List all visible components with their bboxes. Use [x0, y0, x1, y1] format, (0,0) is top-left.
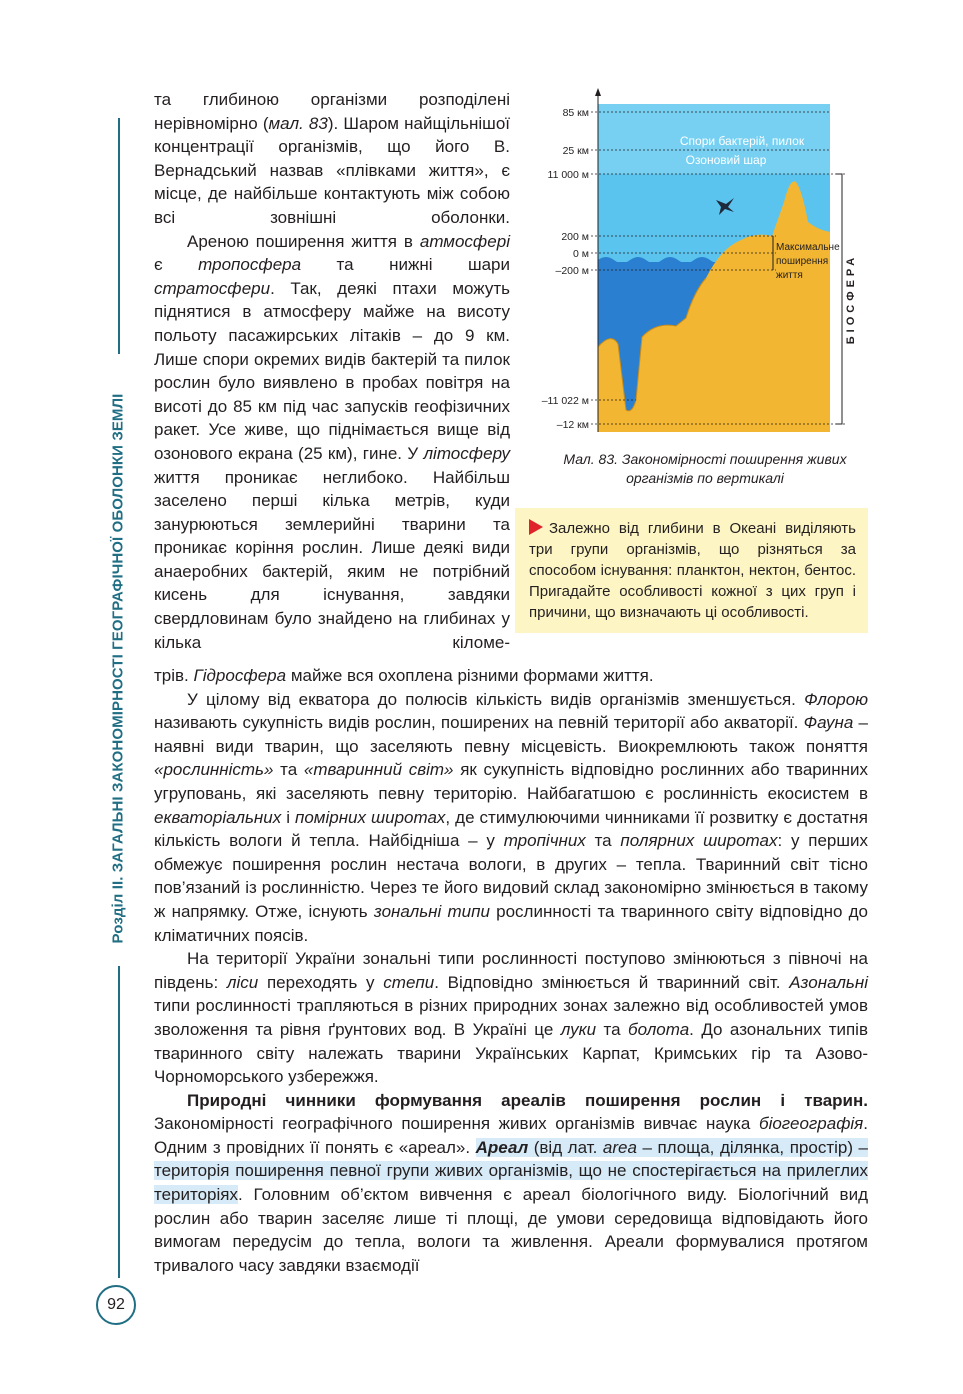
text-span: типи рослинності трапляються в різних природних зонах залежно від особливостей умов зволоження та рівня ґрунтових вод. В Україні це — [154, 996, 868, 1039]
term: тропічних — [503, 831, 586, 851]
paragraph-3 — [154, 688, 868, 948]
text-span: . Одним з провідних її понять є «ареал». — [154, 1114, 868, 1157]
sidebar-rule-bottom — [118, 966, 120, 1278]
text-span: майже вся охоплена різними формами життя. — [286, 666, 654, 685]
text-span: називають сукупність видів рослин, поширених на певній території або акваторії. — [154, 713, 804, 733]
label-spores: Спори бактерій, пилок — [679, 134, 805, 148]
label-max-1: Максимальне — [776, 242, 840, 253]
paragraph-1 — [154, 88, 510, 230]
term: зональні типи — [373, 901, 490, 921]
term: луки — [560, 1019, 597, 1039]
question-box — [515, 508, 868, 633]
text-span: життя проникає неглибоко. Найбільш заселено перші кілька метрів, куди занурюються землерийні тварини та проникає коріння рослин. Лише деякі види анаеробних бактерій, яким не потрібний кисень для існування, завдяки свердловинам було знайдено на глибинах у кілька кіломе- — [154, 467, 510, 652]
term: «рослинність» — [154, 760, 274, 780]
main-text — [154, 664, 868, 1277]
label-ozone: Озоновий шар — [685, 153, 767, 167]
paragraph-4 — [154, 947, 868, 1089]
label-85km: 85 км — [562, 107, 589, 119]
axis-arrow-icon — [595, 88, 601, 96]
label-25km: 25 км — [562, 145, 589, 157]
label-0m: 0 м — [573, 248, 589, 260]
label-max-3: життя — [776, 270, 803, 281]
text-span: – наявні види тварин, що заселяють певну місцевість. Виокремлюють також поняття — [154, 713, 869, 756]
label-11000m: 11 000 м — [547, 169, 589, 181]
page-number: 92 — [96, 1285, 136, 1325]
label-minus-12km: –12 км — [556, 419, 589, 431]
text-span: та — [273, 760, 304, 780]
text-span: рослинності та тваринного світу відповідно до кліматичних поясів. — [154, 901, 868, 945]
text-span: (від лат. — [528, 1137, 603, 1157]
text-span: Ареною поширення життя в — [187, 231, 420, 251]
term: степи — [383, 972, 435, 992]
label-max-2: поширення — [776, 256, 829, 267]
label-minus-200m: –200 м — [555, 265, 589, 277]
term: помірних широтах — [295, 807, 446, 827]
text-span: . До азональних типів тваринного світу належать тварини Українських Карпат, Кримських гір та Азово-Чорноморського узбережжя. — [154, 1019, 868, 1087]
term: біогеографія — [759, 1114, 864, 1134]
text-span: Закономірності географічного поширення живих організмів вивчає наука — [154, 1114, 760, 1134]
arrow-icon — [529, 519, 543, 535]
sidebar-rule-top — [118, 118, 120, 354]
text-span: . Головним об’єктом вивчення є ареал біологічного виду. Біологічний вид рослин або тварин заселяє лише ті площі, де умови середовища відповідають його вимогам передусім до тепла, вологи та живлення. Ареали формувалися протягом тривалого часу завдяки взаємодії — [154, 1185, 868, 1275]
text-span: та глибиною організми розподілені нерівномірно ( — [154, 90, 510, 133]
label-minus-11022m: –11 022 м — [541, 395, 589, 407]
text-span: – площа, ділянка, простір) – територія поширення певної групи живих організмів, що не спостерігається на прилеглих територіях — [154, 1137, 869, 1205]
figure-83 — [536, 82, 866, 442]
label-biosphere: БІОСФЕРА — [845, 253, 857, 345]
text-span: На території України зональні типи рослинності поступово змінюються з півночі на південь: — [154, 949, 868, 992]
label-200m: 200 м — [561, 231, 589, 243]
term: полярних широтах — [620, 831, 778, 851]
term: ліси — [226, 972, 259, 992]
paragraph-5 — [154, 1089, 868, 1278]
biosphere-bracket — [836, 174, 842, 424]
text-span: . Так, деякі птахи можуть піднятися в атмосферу майже на висоту польоту пасажирських літаків – до 9 км. Лише спори окремих видів бактерій та пилок рослин було виявлено в пробах повітря на висоті до 85 км під час запусків геофізичних ракет. Усе живе, що піднімається вище від озонового екрана (25 км), гине. У — [154, 278, 510, 463]
text-span: У цілому від екватора до полюсів кількість видів організмів зменшується. — [187, 689, 805, 709]
text-span: і — [281, 807, 295, 827]
text-span: як сукупність відповідно рослинних або тваринних угруповань, які заселяють певну територію. Найбагатшою є рослинність екосистем в — [154, 760, 869, 803]
text-span: та нижні шари — [301, 255, 510, 275]
term-latin: area — [602, 1137, 637, 1157]
term: екваторіальних — [154, 807, 282, 827]
text-span: трів. — [154, 666, 194, 685]
term: тропосфера — [198, 255, 302, 275]
term: Флорою — [804, 689, 868, 709]
text-span: : у перших обмежує поширення рослин нестача вологи, в других – тепла. Тваринний світ тісно пов’язаний із рослинністю. Через те його видовий склад закономірно змінюється в такому ж напрямку. Отже, існують — [154, 831, 868, 921]
figure-reference: мал. 83 — [268, 113, 328, 133]
term: атмосфері — [419, 231, 510, 251]
term: Гідросфера — [193, 666, 287, 685]
section-heading: Природні чинники формування ареалів поширення рослин і тварин. — [187, 1090, 868, 1110]
text-span: переходять у — [258, 972, 384, 992]
biosphere-diagram — [536, 82, 866, 442]
text-span: та — [596, 1019, 629, 1039]
term: болота — [628, 1019, 690, 1039]
section-title: Розділ ІІ. ЗАГАЛЬНІ ЗАКОНОМІРНОСТІ ГЕОГРАФІЧНОЇ ОБОЛОНКИ ЗЕМЛІ — [109, 393, 127, 944]
figure-caption: Мал. 83. Закономірності поширення живих організмів по вертикалі — [563, 451, 847, 486]
question-text: Залежно від глибини в Океані виділяють три групи організмів, що різняться за способом існування: планктон, нектон, бентос. Пригадайте особливості кожної з цих груп і причини, що визначають ці особливості. — [529, 520, 856, 621]
text-span: ). Шаром найщільнішої концентрації організмів, що його В. Вернадський назвав «плівками життя», є місце, де найбільше контактують між собою всі зовнішні оболонки. — [154, 113, 510, 227]
paragraph-2-tail — [154, 664, 868, 688]
term: стратосфери — [154, 278, 271, 298]
term: літосферу — [423, 443, 510, 463]
term: «тваринний світ» — [303, 760, 454, 780]
narrow-column — [154, 88, 510, 654]
text-span: . Відповідно змінюється й тваринний світ. — [434, 972, 790, 992]
text-span: є — [154, 255, 199, 275]
term: Фауна — [803, 713, 854, 733]
text-span: , де стимулюючими чинниками її розвитку є достатня кількість вологи й тепла. Найбідніша – у — [154, 807, 868, 851]
paragraph-2 — [154, 230, 510, 655]
term: Азональні — [789, 972, 869, 992]
term-areal: Ареал — [475, 1137, 529, 1157]
text-span: та — [585, 831, 621, 851]
